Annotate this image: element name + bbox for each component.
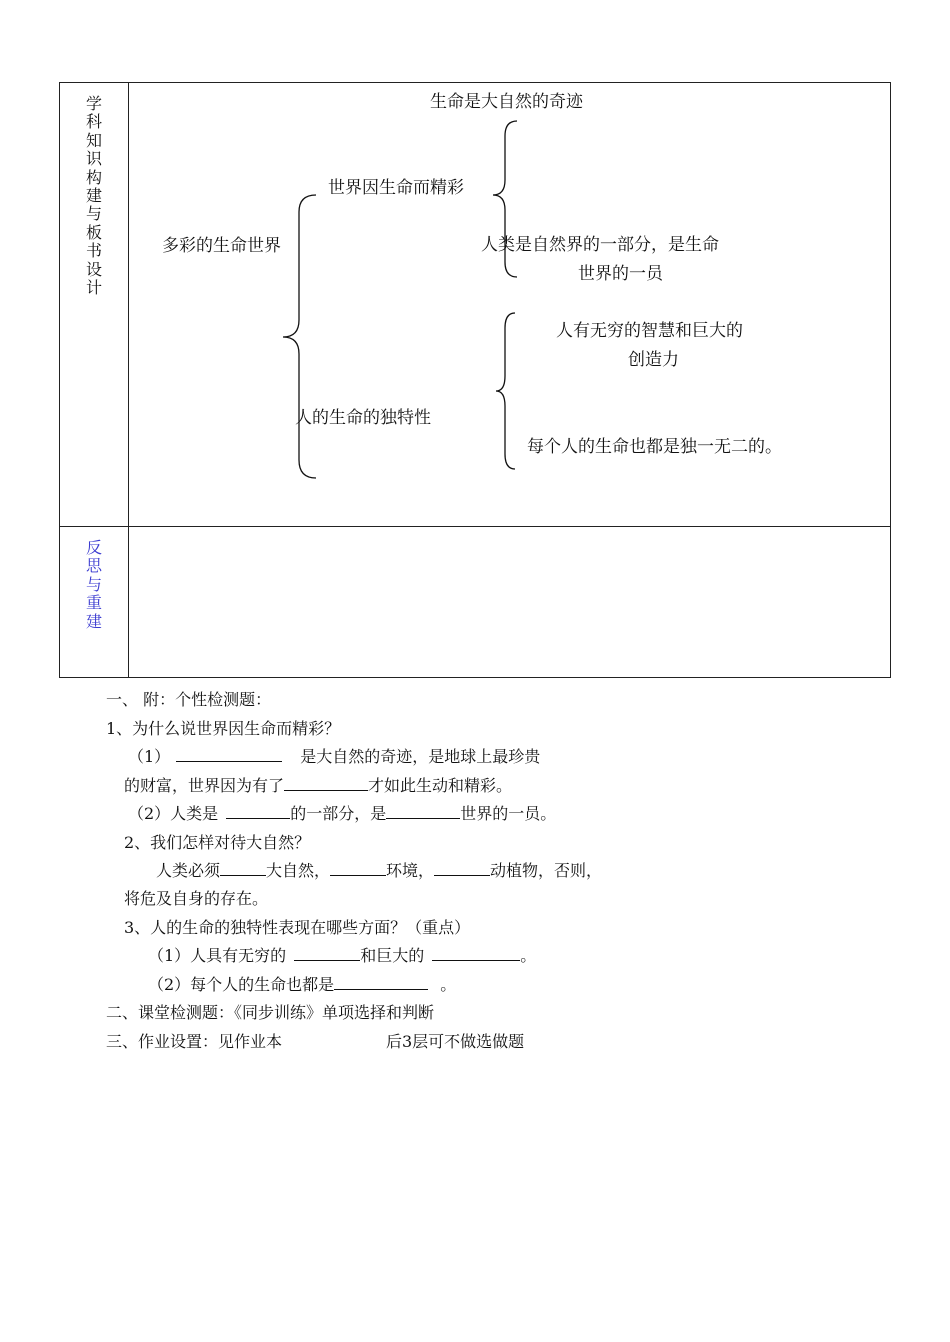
diagram-branch1: 世界因生命而精彩: [328, 178, 464, 198]
q2-text-c: 环境，: [386, 861, 435, 880]
question-2-line2: 将危及自身的存在。: [124, 889, 269, 908]
root-brace: [283, 195, 316, 478]
diagram-top-title: 生命是大自然的奇迹: [430, 92, 583, 112]
q3-1-end: 。: [520, 946, 537, 965]
q2-text-d: 动植物，否则，: [490, 861, 603, 880]
q2-text-a: 人类必须: [156, 861, 221, 880]
diagram-root: 多彩的生命世界: [162, 236, 281, 256]
q3-2-end: 。: [440, 975, 457, 994]
diagram-branch1-item-line1: 人类是自然界的一部分，是生命: [481, 235, 719, 255]
branch2-brace: [496, 313, 515, 469]
answer-blank[interactable]: [432, 946, 520, 961]
part-2: 二、课堂检测题：《同步训练》单项选择和判断: [106, 1003, 435, 1022]
answer-blank[interactable]: [226, 804, 290, 819]
question-1: 1、为什么说世界因生命而精彩？: [106, 719, 341, 738]
row-label-knowledge-structure-char: 科: [85, 112, 102, 132]
diagram-branch2-item1-line2: 创造力: [628, 350, 679, 370]
q1-2-text: 的一部分，是: [290, 804, 387, 823]
row-label-reflection-char: 思: [85, 556, 102, 576]
question-1-1-line1: [128, 744, 540, 767]
part-3: 三、作业设置：见作业本: [106, 1032, 283, 1051]
q1-1-text3: 才如此生动和精彩。: [368, 776, 513, 795]
question-1-1-line2: [124, 773, 512, 796]
row-label-reflection-char: 与: [85, 574, 102, 594]
row-label-knowledge-structure-char: 书: [85, 241, 102, 261]
diagram-branch2: 人的生命的独特性: [295, 408, 431, 428]
answer-blank[interactable]: [176, 747, 282, 762]
question-2: 2、我们怎样对待大自然？: [124, 833, 311, 852]
q1-2-prefix: （2）人类是: [128, 804, 219, 823]
answer-blank[interactable]: [334, 975, 428, 990]
row-label-knowledge-structure-char: 学: [85, 94, 102, 113]
q2-text-b: 大自然，: [266, 861, 331, 880]
diagram-branch2-item2: 每个人的生命也都是独一无二的。: [527, 437, 782, 457]
answer-blank[interactable]: [284, 776, 368, 791]
row-label-knowledge-structure-char: 板: [85, 222, 102, 242]
q3-1-prefix: （1）人具有无穷的: [148, 946, 287, 965]
q3-2-prefix: （2）每个人的生命也都是: [148, 975, 335, 994]
answer-blank[interactable]: [330, 861, 386, 876]
part-3-note: 后3层可不做选做题: [386, 1032, 525, 1051]
question-3-1: [148, 943, 536, 966]
row-label-knowledge-structure-char: 计: [85, 278, 102, 298]
row-label-reflection-char: 重: [85, 593, 102, 613]
question-2-line1: [156, 858, 602, 881]
answer-blank[interactable]: [434, 861, 490, 876]
diagram-branch1-item-line2: 世界的一员: [578, 264, 663, 284]
question-1-2: [128, 801, 556, 824]
row-label-reflection-char: 反: [85, 538, 102, 557]
q1-2-text2: 世界的一员。: [460, 804, 557, 823]
answer-blank[interactable]: [294, 946, 360, 961]
row-label-knowledge-structure-char: 知: [85, 130, 102, 150]
row-label-knowledge-structure-char: 与: [85, 204, 102, 224]
diagram-branch2-item1-line1: 人有无穷的智慧和巨大的: [556, 321, 743, 341]
row-label-knowledge-structure-char: 构: [85, 167, 102, 187]
question-3: 3、人的生命的独特性表现在哪些方面？（重点）: [124, 918, 471, 937]
row-label-knowledge-structure-char: 识: [85, 149, 102, 169]
q1-1-text2: 的财富，世界因为有了: [124, 776, 285, 795]
answer-blank[interactable]: [386, 804, 460, 819]
answer-blank[interactable]: [220, 861, 266, 876]
row-label-reflection-char: 建: [85, 611, 102, 631]
row-label-knowledge-structure-char: 建: [85, 186, 102, 206]
exercise-header: 一、 附：个性检测题：: [106, 690, 272, 709]
q1-1-prefix: （1）: [128, 747, 171, 766]
q3-1-text: 和巨大的: [360, 946, 425, 965]
row-label-knowledge-structure-char: 设: [85, 259, 102, 279]
question-3-2: [148, 972, 456, 995]
q1-1-text: 是大自然的奇迹，是地球上最珍贵: [300, 747, 541, 766]
